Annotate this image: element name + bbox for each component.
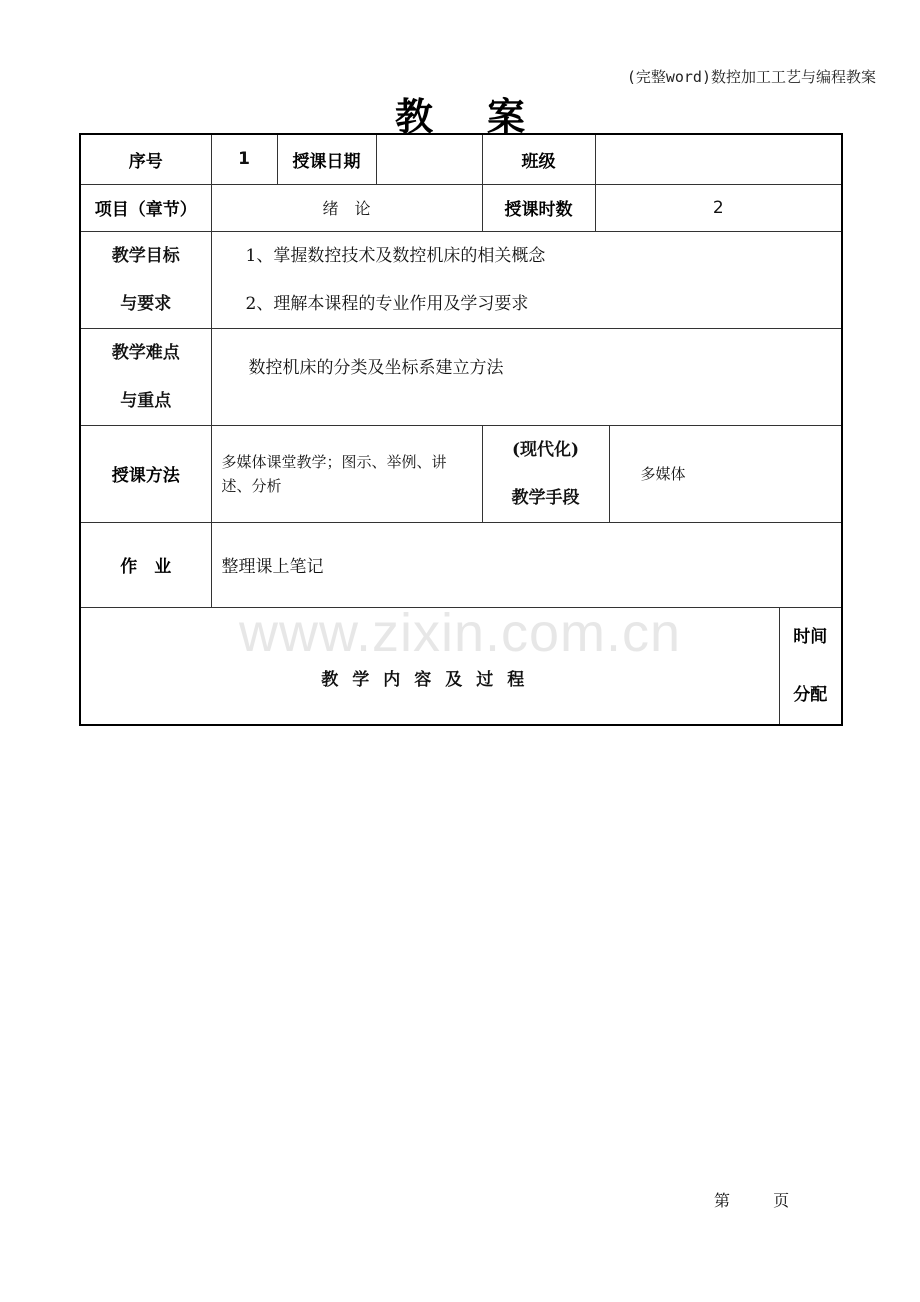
class-value — [595, 134, 842, 184]
project-label: 项目（章节） — [80, 184, 211, 231]
key-points-label-line2: 与重点 — [120, 390, 172, 411]
seq-value: 1 — [211, 134, 277, 184]
row-project — [80, 184, 842, 231]
lesson-plan-table — [79, 133, 843, 726]
key-points-label — [80, 328, 211, 425]
objectives-label-line1: 教学目标 — [111, 245, 180, 266]
objectives-content — [211, 231, 842, 328]
row-method — [80, 425, 842, 522]
hours-label: 授课时数 — [482, 184, 595, 231]
row-key-points — [80, 328, 842, 425]
objective-item: 2、理解本课程的专业作用及学习要求 — [245, 293, 529, 314]
time-label-line2: 分配 — [793, 684, 828, 705]
seq-label: 序号 — [80, 134, 211, 184]
project-value: 绪 论 — [211, 184, 482, 231]
date-value — [376, 134, 482, 184]
page-number-footer: 第 页 — [714, 1191, 790, 1210]
date-label: 授课日期 — [277, 134, 376, 184]
content-process-cell — [80, 607, 779, 725]
hours-value: 2 — [595, 184, 842, 231]
means-value: 多媒体 — [609, 425, 842, 522]
method-value: 多媒体课堂教学；图示、举例、讲述、分析 — [211, 425, 482, 522]
key-points-content: 数控机床的分类及坐标系建立方法 — [211, 328, 842, 425]
time-allocation-label — [779, 607, 842, 725]
content-title: 教学内容及过程 — [321, 670, 539, 690]
means-label — [482, 425, 609, 522]
homework-value: 整理课上笔记 — [211, 522, 842, 607]
method-label: 授课方法 — [80, 425, 211, 522]
objectives-label — [80, 231, 211, 328]
time-label-line1: 时间 — [793, 626, 828, 647]
means-label-line2: 教学手段 — [511, 487, 580, 508]
document-title: 教案 — [394, 94, 579, 139]
class-label: 班级 — [482, 134, 595, 184]
homework-label: 作 业 — [80, 522, 211, 607]
header-note: (完整word)数控加工工艺与编程教案 — [626, 68, 876, 86]
row-objectives — [80, 231, 842, 328]
row-homework — [80, 522, 842, 607]
watermark: www.zixin.com.cn — [238, 603, 682, 663]
row-basic-info — [80, 134, 842, 184]
objectives-label-line2: 与要求 — [120, 293, 172, 314]
objective-item: 1、掌握数控技术及数控机床的相关概念 — [245, 245, 546, 266]
row-content-process — [80, 607, 842, 725]
key-points-label-line1: 教学难点 — [111, 342, 180, 363]
means-label-line1: (现代化) — [511, 439, 580, 460]
